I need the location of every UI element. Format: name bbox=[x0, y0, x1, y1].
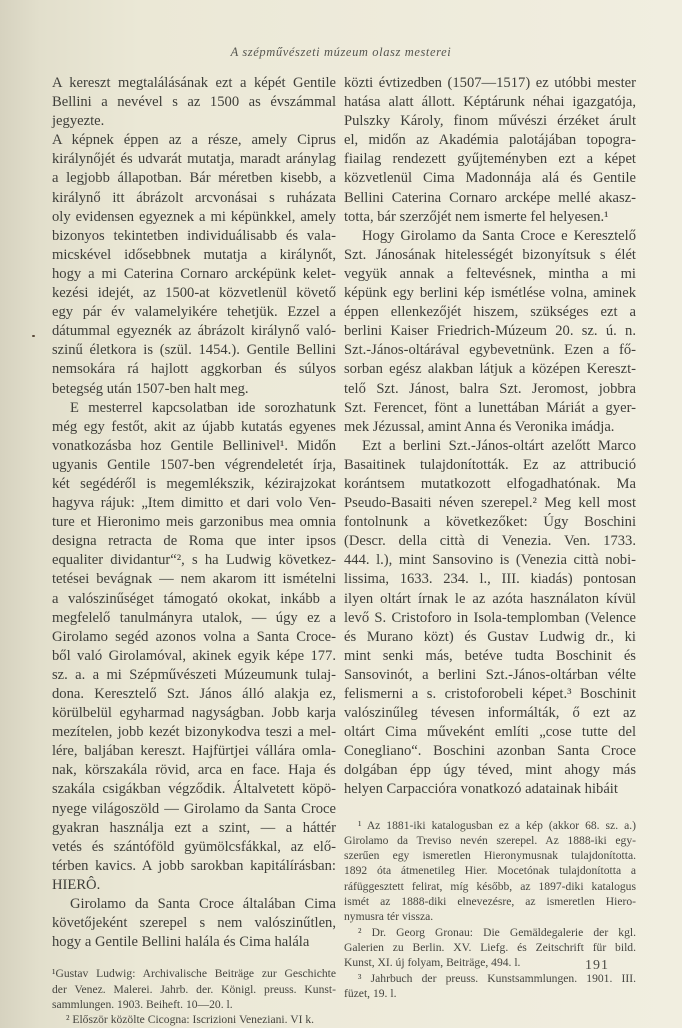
text-line: A képnek éppen az a része, amely Ciprus bbox=[52, 132, 336, 149]
footnote-line: der Venez. Malerei. Jahrb. der. Königl. preuss. Kunst- bbox=[52, 982, 336, 996]
text-line: még egy festőt, akit az újabb kutatás egyenes bbox=[52, 418, 336, 435]
text-line: mezítelen, jobb kezét bizonykodva teszi a mel- bbox=[52, 724, 336, 741]
text-line: sz. a. a mi Szépművészeti Múzeumunk tulaj- bbox=[52, 666, 336, 683]
text-line: királynőjét és udvarát mutatja, maradt aránylag bbox=[52, 151, 336, 168]
text-line: közti évtizedben (1507—1517) ez utóbbi mester bbox=[344, 75, 636, 91]
text-line: telő Szt. Jánost, balra Szt. Jeromost, jobbra bbox=[344, 380, 636, 397]
text-line: vegyük annak a feltevésnek, mintha a mi bbox=[344, 265, 636, 282]
text-line: körülbelül egyharmad nagyságban. Jobb karja bbox=[52, 705, 336, 722]
text-line: sorban egész alakban látjuk a középen Kereszt- bbox=[344, 361, 636, 378]
footnote-line: ¹Gustav Ludwig: Archivalische Beiträge zur Geschichte bbox=[52, 967, 336, 981]
text-line: (Descr. della città di Venezia. Ven. 1733. bbox=[344, 533, 636, 550]
print-speck bbox=[32, 335, 35, 337]
text-line: mek Jézussal, amint Anna és Veronika imádja. bbox=[344, 418, 615, 435]
footnote-line: ² Először közölte Cicogna: Iscrizioni Veneziani. VI k. bbox=[66, 1013, 315, 1027]
text-line: a valószinűséget támogató okokat, inkább a bbox=[52, 590, 336, 607]
text-line: Girolamo segéd azonos volna a Santa Croce- bbox=[52, 628, 336, 645]
left-column bbox=[52, 74, 336, 1027]
text-line: kezési idejét, az 1500-at közvetlenül követő bbox=[52, 285, 336, 302]
text-line: ture et Hieronimo meis garzonibus mea omnia bbox=[52, 514, 336, 531]
text-line: A kereszt megtalálásának ezt a képét Gentile bbox=[52, 75, 336, 91]
text-line: lére, baljában kereszt. Hajfürtjei vállára omla- bbox=[52, 743, 336, 760]
text-line: dolgában épp úgy téved, mint ahogy más bbox=[344, 762, 636, 779]
text-line: és Murano közt) és Gustav Ludwig dr., ki bbox=[344, 628, 636, 645]
text-line: mint senki más, betéve tudta Boschinit és bbox=[344, 647, 636, 664]
text-line: el, midőn az Akadémia palotájában topogra- bbox=[344, 132, 636, 149]
footnote-line: füzet, 19. l. bbox=[344, 986, 397, 1000]
text-line: hogy a Gentile Bellini halála és Cima halála bbox=[52, 934, 310, 951]
text-line: berlini Kaiser Friedrich-Múzeum 20. sz. ú. n. bbox=[344, 323, 636, 340]
text-line: lissima, 1633. 234. l., III. kiadás) pontosan bbox=[344, 571, 636, 588]
text-line: hogy a mi Caterina Cornaro arcképünk kelet- bbox=[52, 265, 336, 282]
text-line: korántsem mutatkozott elfogadhatónak. Ma bbox=[344, 475, 636, 492]
text-line: két segédéről is megemlékszik, kézirajzokat bbox=[52, 475, 336, 492]
text-line: Szt. Ferencet, fönt a lunettában Máriát a gyer- bbox=[344, 399, 636, 416]
text-line: fiailag rendezett gyűjteményben ezt a képet bbox=[344, 151, 636, 168]
right-column bbox=[344, 74, 636, 1000]
text-line: totta, bár szerzőjét nem ismerte fel helyesen.¹ bbox=[344, 208, 609, 225]
text-line: Bellini Caterina Cornaro arcképe mellé akasz- bbox=[344, 189, 636, 206]
text-line: a legjobb állapotban. Bár méretben kisebb, a bbox=[52, 170, 336, 187]
right-column-body bbox=[344, 74, 636, 800]
text-line: HIERÔ. bbox=[52, 876, 101, 893]
text-line: micskével idősebbnek mutatja a királynőt, bbox=[52, 246, 336, 263]
text-line: ugyanis Gentile 1507-ben végrendeletét írja, bbox=[52, 456, 336, 473]
text-line: Conegliano“. Boschini azonban Santa Croce bbox=[344, 743, 636, 760]
text-line: Girolamo da Santa Croce általában Cima bbox=[70, 896, 336, 913]
footnote-line: ¹ Az 1881-iki katalogusban ez a kép (akkor 68. sz. a.) bbox=[358, 818, 636, 832]
footnote-line: Kunst, XI. új folyam, Beiträge, 494. l. bbox=[344, 956, 521, 970]
text-line: közvetlenül Cima Madonnája alá és Gentile bbox=[344, 170, 636, 187]
text-line: betegség után 1507-ben halt meg. bbox=[52, 380, 249, 397]
text-line: equaliter dividantur“², s ha Ludwig következ- bbox=[52, 552, 336, 569]
page-number: 191 bbox=[585, 958, 609, 973]
footnote-line: nymusra tér vissza. bbox=[344, 910, 434, 924]
footnote-line: Girolamo da Treviso nevén szerepel. Az 1888-iki egy- bbox=[344, 833, 636, 847]
text-line: Ezt a berlini Szt.-János-oltárt azelőtt Marco bbox=[362, 437, 636, 454]
text-line: Sansovinót, a berlini Szt.-János-oltárban vélte bbox=[344, 666, 636, 683]
text-line: Pseudo-Basaiti néven szerepel.² Meg kell most bbox=[344, 495, 636, 512]
footnote-line: ráfüggesztett felirat, míg később, az 1897-diki katalogus bbox=[344, 879, 636, 893]
text-line: térben kavics. A jobb sarokban kapitálírásban: bbox=[52, 857, 336, 874]
footnote-line: Galerien zu Berlin. XV. Liefg. és Zeitschrift für bild. bbox=[344, 940, 636, 954]
text-line: követőjeként szerepel s nem valószinűtlen, bbox=[52, 915, 336, 932]
text-line: Szt.-János-oltárával egybevetnünk. Ezen a fő- bbox=[344, 342, 636, 359]
text-line: 444. l.), mint Sansovino is (Venezia città nobi- bbox=[344, 552, 636, 569]
text-line: designa retracta de Roma que inter ipsos bbox=[52, 533, 336, 550]
text-line: Szt. Jánosának hitelességét bizonyítsuk s élét bbox=[344, 246, 636, 263]
footnote-line: ³ Jahrbuch der preuss. Kunstsammlungen. 1901. III. bbox=[358, 971, 636, 985]
text-line: képünk egy berlini kép ismétlése volna, aminek bbox=[344, 285, 636, 302]
text-line: ből való Girolamóval, akinek egyik képe 177. bbox=[52, 647, 336, 664]
text-line: gyakran használja ezt a szint, — a háttér bbox=[52, 819, 336, 836]
text-line: levő S. Cristoforo in Isola-templomban (Velence bbox=[344, 609, 636, 626]
text-line: oly evidensen egyeznek a mi képünkkel, amely bbox=[52, 208, 336, 225]
text-line: felismerni a s. cristoforobeli képet.³ Boschinit bbox=[344, 686, 636, 702]
text-line: valószinűleg tévesen informálták, ő ezt az bbox=[344, 705, 636, 722]
text-line: szakála csigákban végződik. Általvetett köpö- bbox=[52, 781, 336, 798]
running-head: A szépművészeti múzeum olasz mesterei bbox=[230, 45, 452, 59]
text-line: nak, körszakála rövid, arca en face. Haja és bbox=[52, 762, 336, 779]
text-line: Basaitinek tulajdonították. Ez az attribució bbox=[344, 456, 636, 473]
text-line: dona. Keresztelő Szt. János álló alakja ez, bbox=[52, 686, 336, 702]
footnote-line: 1892 óta átmenetileg Hier. Mocetónak tulajdonította a bbox=[344, 864, 636, 878]
text-line: hagyva rájuk: „Item dimitto et dari volo Ven- bbox=[52, 495, 336, 512]
text-line: helyen Carpaccióra vonatkozó adatainak hibáit bbox=[344, 781, 618, 798]
footnote-line: sammlungen. 1903. Beiheft. 10—20. l. bbox=[52, 997, 233, 1011]
text-line: E mesterrel kapcsolatban ide sorozhatunk bbox=[70, 399, 336, 416]
text-line: megfelelő tanulmányra utalok, — úgy ez a bbox=[52, 609, 336, 626]
text-line: királynő itt ábrázolt arcvonásai s ruházata bbox=[52, 189, 336, 206]
text-line: Pulszky Károly, finom művészi érzéket árult bbox=[344, 113, 636, 130]
text-line: éppen ellenkezőjét hiszem, szükséges ezt a bbox=[344, 304, 636, 321]
text-line: vetés és szántóföld gyümölcsfákkal, az elő- bbox=[52, 838, 336, 855]
left-column-body bbox=[52, 74, 336, 952]
text-line: Hogy Girolamo da Santa Croce e Keresztelő bbox=[362, 227, 636, 244]
text-line: ilyen oltárt írnak le az azóta használaton kívül bbox=[344, 590, 636, 607]
text-line: vonatkozásba hoz Gentile Bellinivel¹. Midőn bbox=[52, 437, 336, 454]
text-line: Bellini a nevével s az 1500 as évszámmal jegyezte. bbox=[52, 94, 336, 130]
footnote-line: szerűen egy ismeretlen Hieronymusnak tulajdonította. bbox=[344, 849, 636, 863]
text-line: dátummal egyeznék az ábrázolt királynő való- bbox=[52, 323, 336, 340]
text-line: egy pár év valamelyikére tehetjük. Ezzel a bbox=[52, 304, 336, 321]
text-line: bizonyos tekintetben individuálisabb és vala- bbox=[52, 227, 336, 244]
text-line: hatása alatt állott. Képtárunk néhai igazgatója, bbox=[344, 94, 636, 111]
text-line: tetései bevágnak — nem akarom itt ismételni bbox=[52, 571, 336, 588]
text-line: nemsokára rá hajlott aggkorban és súlyos bbox=[52, 361, 336, 378]
footnote-line: ismét az 1888-diki elnevezésre, az ismeretlen Hiero- bbox=[344, 895, 636, 909]
text-line: szinű életkora is (szül. 1454.). Gentile Bellini bbox=[52, 342, 336, 359]
text-line: nyege világoszöld — Girolamo da Santa Croce bbox=[52, 800, 336, 817]
text-line: fontolnunk a következőket: Úgy Boschini bbox=[344, 514, 636, 531]
footnote-line: ² Dr. Georg Gronau: Die Gemäldegalerie der kgl. bbox=[358, 925, 636, 939]
text-line: oltárt Cima műveként említi „cose tutte del bbox=[344, 724, 636, 741]
left-column-footnotes bbox=[52, 966, 336, 1027]
